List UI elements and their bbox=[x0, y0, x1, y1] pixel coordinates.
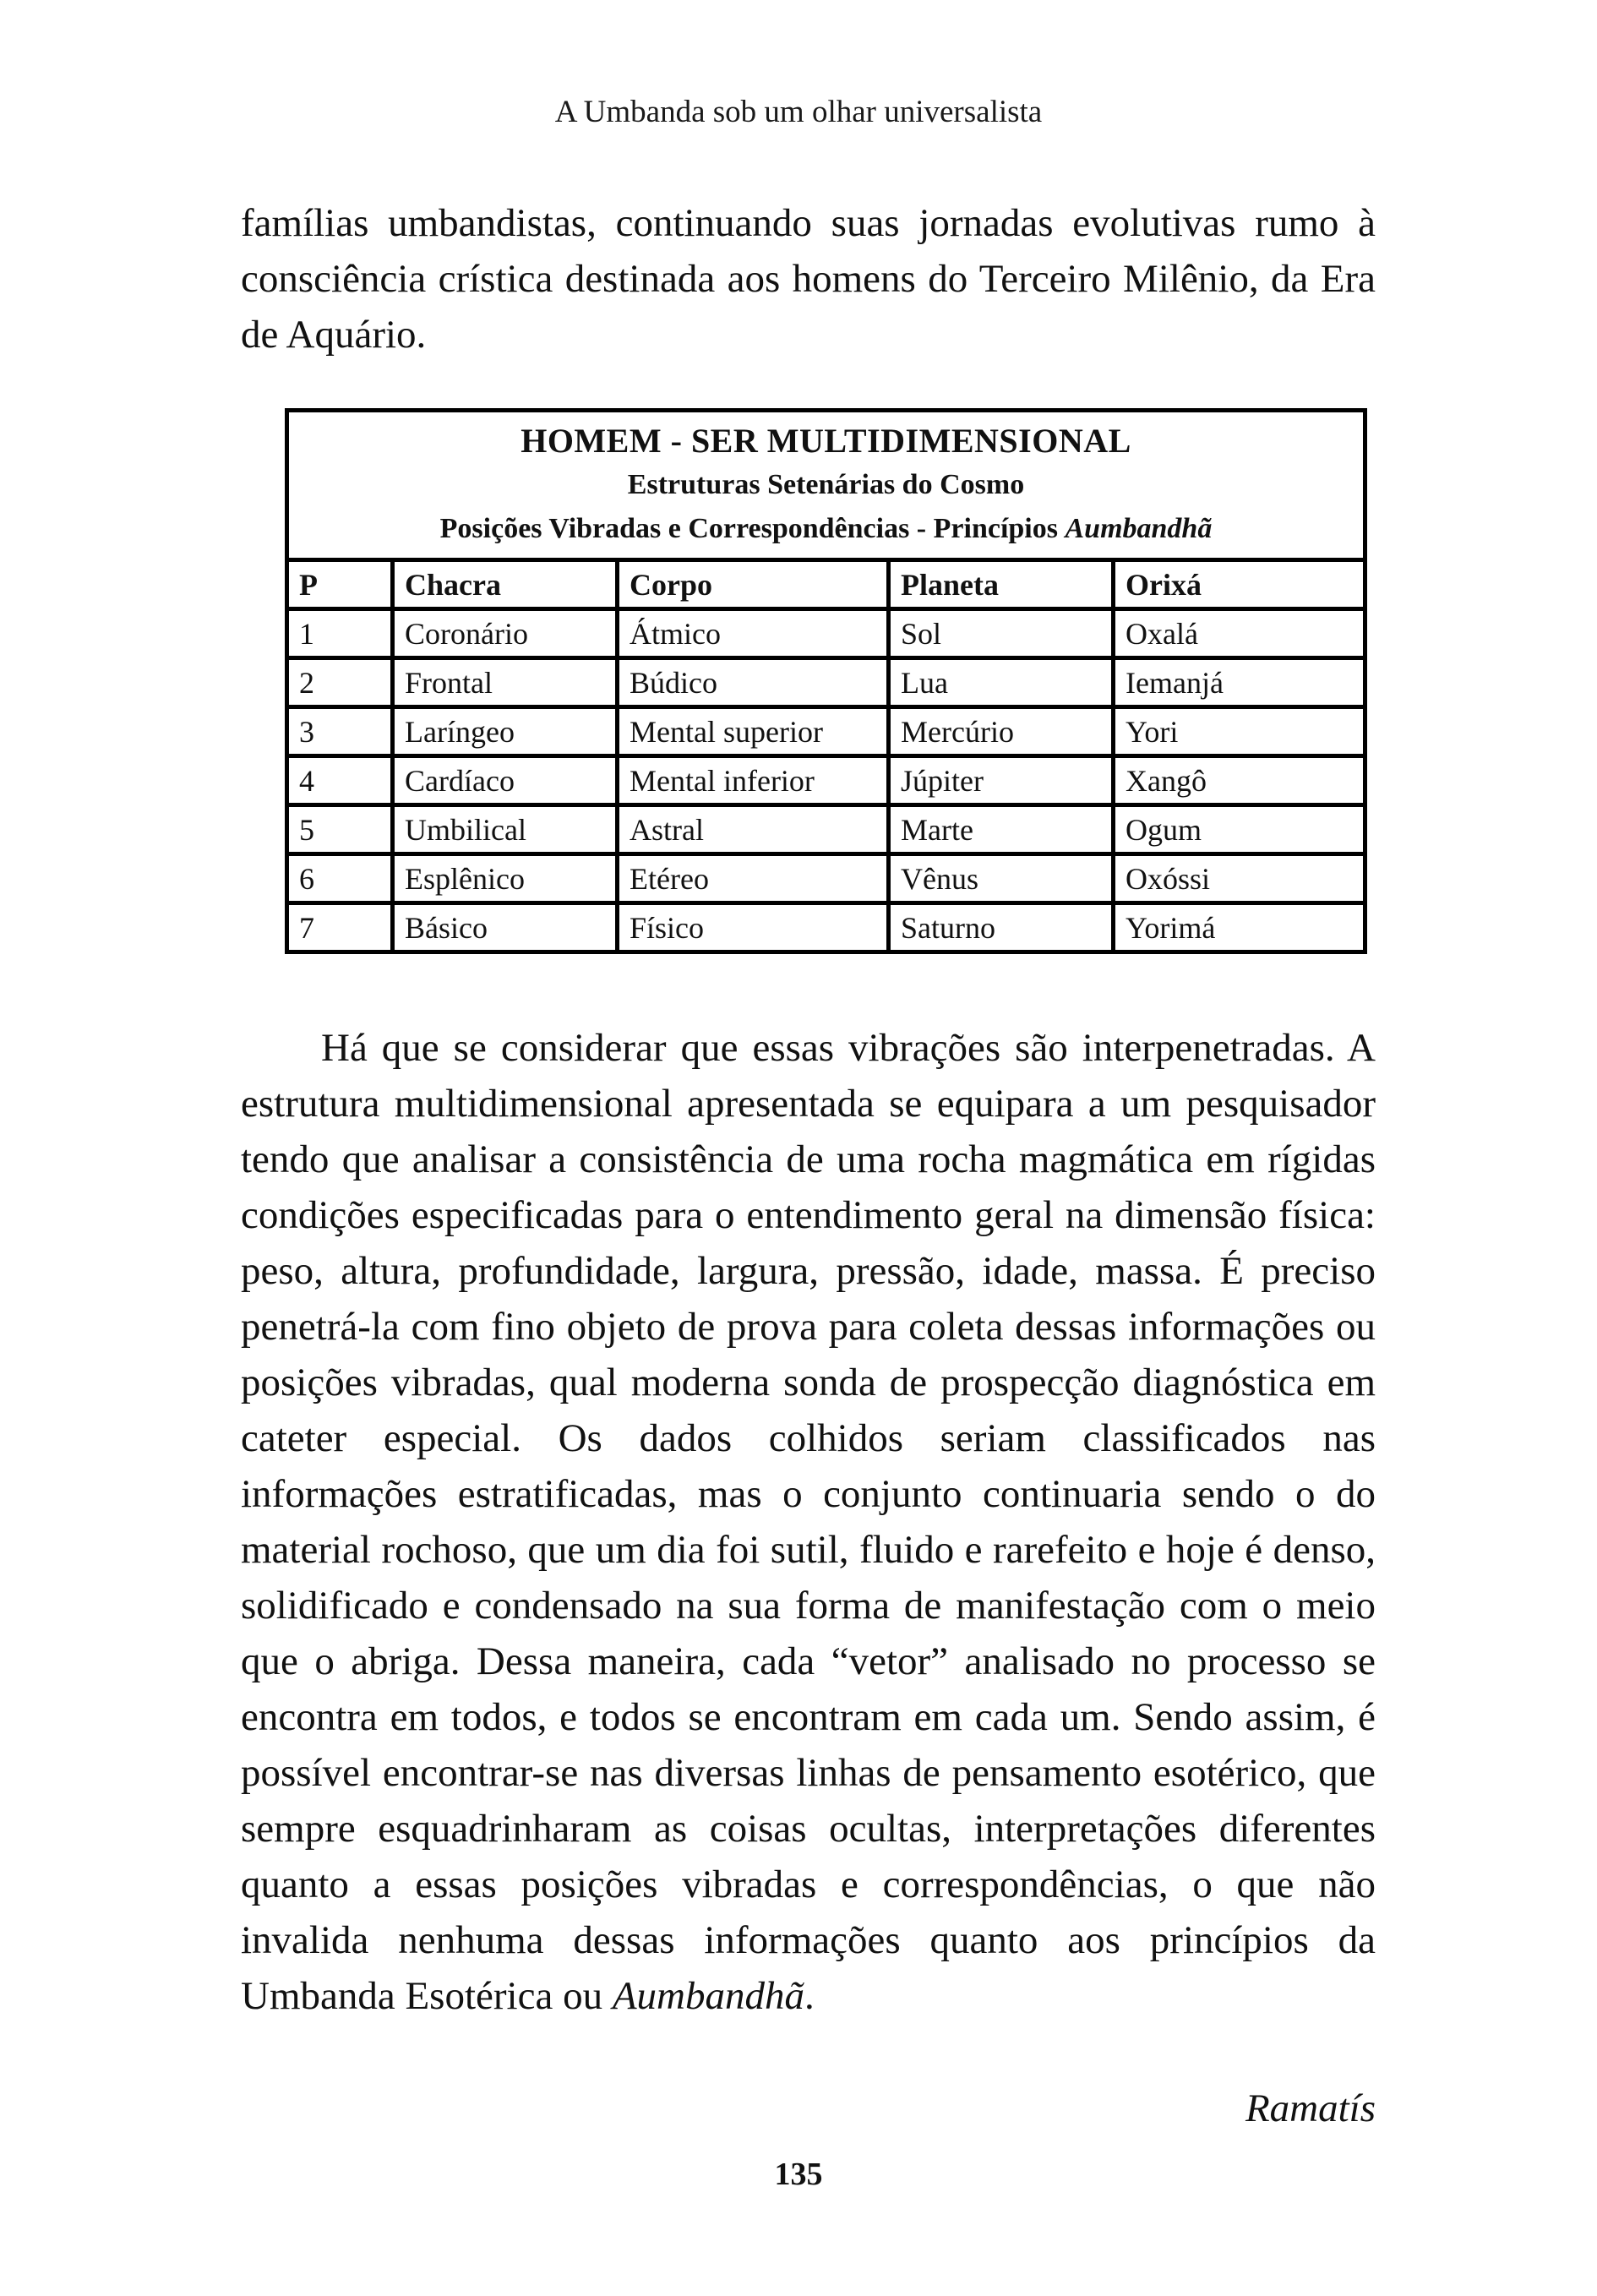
cell-chacra: Umbilical bbox=[393, 805, 618, 854]
author-signature: Ramatís bbox=[1245, 2086, 1376, 2130]
cell-orixa: Oxóssi bbox=[1114, 854, 1365, 903]
table-row bbox=[287, 707, 1365, 756]
intro-paragraph-text: famílias umbandistas, continuando suas jornadas evolutivas rumo à consciência crística destinada aos homens do Terceiro Milênio, da Era de Aquário. bbox=[241, 201, 1376, 357]
cell-chacra: Coronário bbox=[393, 609, 618, 658]
cell-p: 7 bbox=[287, 903, 393, 952]
running-header: A Umbanda sob um olhar universalista bbox=[554, 95, 1043, 129]
main-paragraph bbox=[241, 1020, 1376, 2024]
main-paragraph-body bbox=[241, 1020, 1376, 2024]
cell-p: 2 bbox=[287, 658, 393, 707]
table-title-cell bbox=[287, 411, 1365, 560]
cell-planeta: Marte bbox=[889, 805, 1114, 854]
cell-corpo: Mental inferior bbox=[618, 756, 889, 805]
cell-corpo: Átmico bbox=[618, 609, 889, 658]
table-row bbox=[287, 903, 1365, 952]
table-row bbox=[287, 805, 1365, 854]
cell-orixa: Yorimá bbox=[1114, 903, 1365, 952]
table-header-row bbox=[287, 560, 1365, 609]
table-row bbox=[287, 756, 1365, 805]
cell-p: 4 bbox=[287, 756, 393, 805]
cell-chacra: Básico bbox=[393, 903, 618, 952]
cell-corpo: Búdico bbox=[618, 658, 889, 707]
cell-orixa: Oxalá bbox=[1114, 609, 1365, 658]
cell-planeta: Saturno bbox=[889, 903, 1114, 952]
table-subtitle-2-italic: Aumbandhã bbox=[1065, 513, 1213, 544]
cell-orixa: Ogum bbox=[1114, 805, 1365, 854]
cell-orixa: Yori bbox=[1114, 707, 1365, 756]
cell-p: 6 bbox=[287, 854, 393, 903]
column-header-planeta: Planeta bbox=[889, 560, 1114, 609]
column-header-chacra: Chacra bbox=[393, 560, 618, 609]
page-number: 135 bbox=[774, 2157, 823, 2192]
cell-chacra: Laríngeo bbox=[393, 707, 618, 756]
multidimensional-table bbox=[285, 408, 1367, 954]
column-header-p: P bbox=[287, 560, 393, 609]
cell-planeta: Lua bbox=[889, 658, 1114, 707]
table-subtitle: Estruturas Setenárias do Cosmo bbox=[627, 469, 1025, 500]
cell-p: 1 bbox=[287, 609, 393, 658]
main-paragraph-end-punct: . bbox=[804, 1974, 815, 2018]
intro-paragraph bbox=[241, 195, 1376, 363]
cell-chacra: Frontal bbox=[393, 658, 618, 707]
cell-orixa: Xangô bbox=[1114, 756, 1365, 805]
cell-planeta: Sol bbox=[889, 609, 1114, 658]
table-title: HOMEM - SER MULTIDIMENSIONAL bbox=[521, 422, 1131, 460]
cell-planeta: Mercúrio bbox=[889, 707, 1114, 756]
column-header-orixa: Orixá bbox=[1114, 560, 1365, 609]
cell-p: 3 bbox=[287, 707, 393, 756]
cell-chacra: Esplênico bbox=[393, 854, 618, 903]
cell-planeta: Júpiter bbox=[889, 756, 1114, 805]
table-row bbox=[287, 854, 1365, 903]
column-header-corpo: Corpo bbox=[618, 560, 889, 609]
cell-corpo: Etéreo bbox=[618, 854, 889, 903]
main-paragraph-text: Há que se considerar que essas vibrações são interpenetradas. A estrutura multidimensional apresentada se equipara a um pesquisador tendo que analisar a consistência de uma rocha magmática em rígidas condições especificadas para o entendimento geral na dimensão física: peso, altura, profundidade, largura, pressão, idade, massa. É preciso penetrá-la com fino objeto de prova para coleta dessas informações ou posições vibradas, qual moderna sonda de prospecção diagnóstica em cateter especial. Os dados colhidos seriam classificados nas informações estratificadas, mas o conjunto continuaria sendo o do material rochoso, que um dia foi sutil, fluido e rarefeito e hoje é denso, solidificado e condensado na sua forma de manifestação com o meio que o abriga. Dessa maneira, cada “vetor” analisado no processo se encontra em todos, e todos se encontram em cada um. Sendo assim, é possível encontrar-se nas diversas linhas de pensamento esotérico, que sempre esquadrinharam as coisas ocultas, interpretações diferentes quanto a essas posições vibradas e correspondências, o que não invalida nenhuma dessas informações quanto aos princípios da Umbanda Esotérica ou bbox=[241, 1026, 1376, 2018]
cell-corpo: Mental superior bbox=[618, 707, 889, 756]
main-paragraph-italic-term: Aumbandhã bbox=[612, 1974, 804, 2018]
table-title-row bbox=[287, 411, 1365, 560]
cell-planeta: Vênus bbox=[889, 854, 1114, 903]
table-row bbox=[287, 658, 1365, 707]
table-row bbox=[287, 609, 1365, 658]
cell-p: 5 bbox=[287, 805, 393, 854]
table-subtitle-2-prefix: Posições Vibradas e Correspondências - Princípios bbox=[439, 513, 1066, 544]
cell-corpo: Astral bbox=[618, 805, 889, 854]
cell-chacra: Cardíaco bbox=[393, 756, 618, 805]
cell-corpo: Físico bbox=[618, 903, 889, 952]
cell-orixa: Iemanjá bbox=[1114, 658, 1365, 707]
table-subtitle-2 bbox=[289, 507, 1363, 551]
